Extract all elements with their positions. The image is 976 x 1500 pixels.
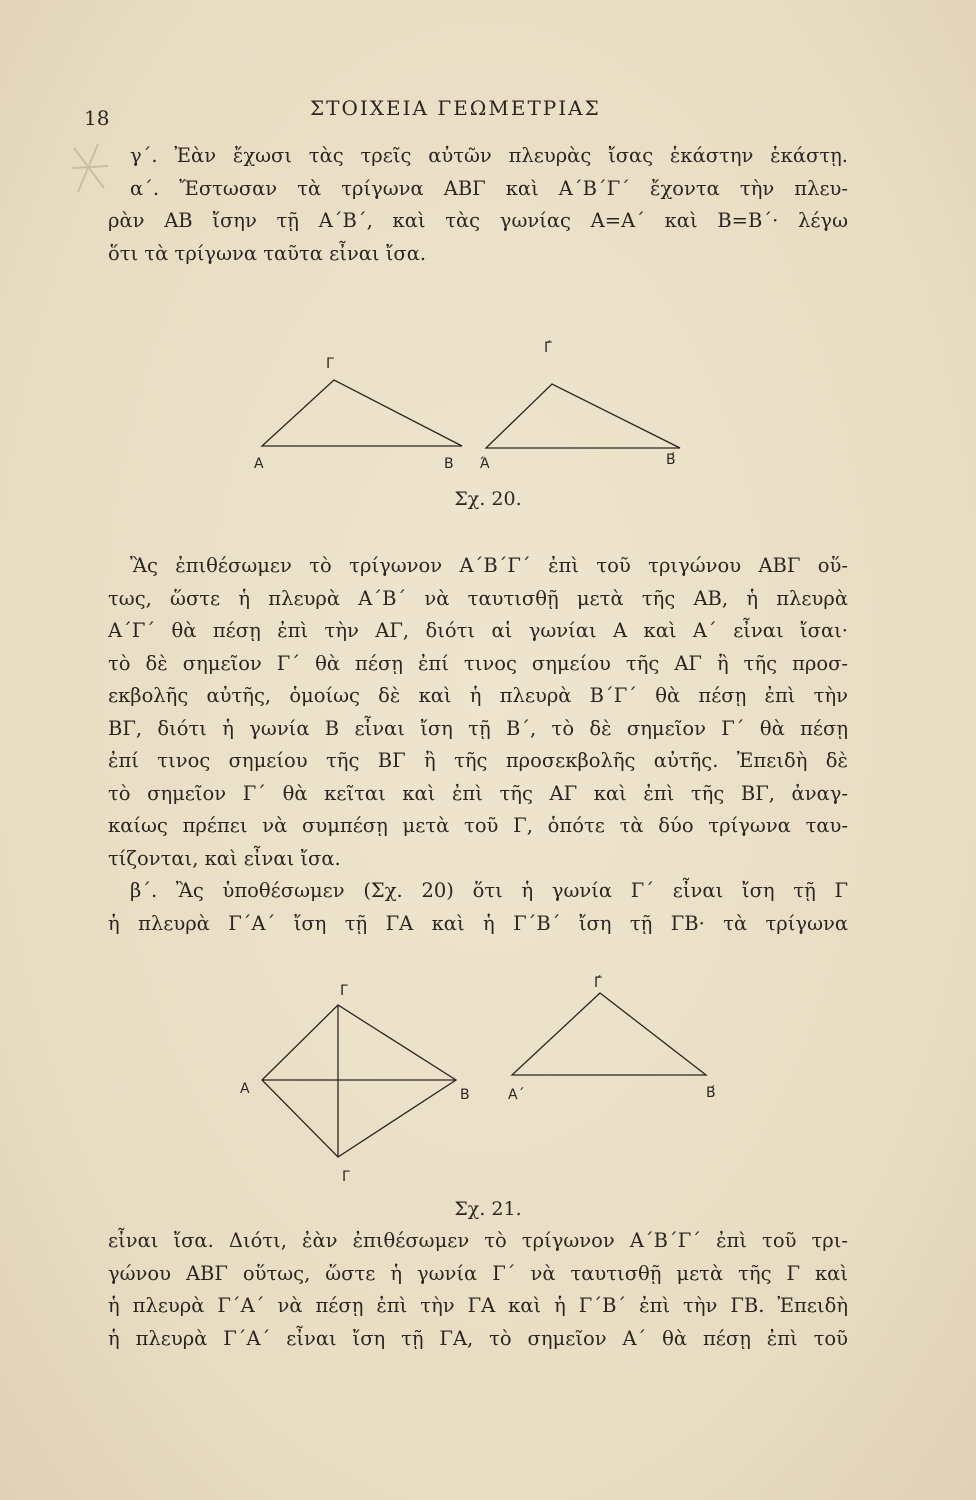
text-line: καίως πρέπει νὰ συμπέσῃ μετὰ τοῦ Γ, ὁπότε τὰ δύο τρίγωνα ταυ-	[108, 814, 848, 837]
triangle-a2b2g2	[486, 384, 680, 448]
label-vertex-b: Β	[444, 456, 454, 472]
text-paragraph-proof	[108, 550, 848, 940]
page-header	[0, 88, 976, 128]
text-line: ΒΓ, διότι ἡ γωνία Β εἶναι ἴση τῇ Β΄, τὸ δὲ σημεῖον Γ΄ θὰ πέσῃ	[108, 716, 848, 740]
label-vertex-a2: Α΄	[508, 1087, 525, 1103]
text-line: εκβολῆς αὐτῆς, ὁμοίως δὲ καὶ ἡ πλευρὰ Β΄Γ΄ θὰ πέσῃ ἐπὶ τὴν	[108, 684, 848, 707]
text-paragraph-continuation	[108, 1225, 848, 1355]
figure-21-caption: Σχ. 21.	[454, 1198, 522, 1220]
text-line: Α΄Γ΄ θὰ πέσῃ ἐπὶ τὴν ΑΓ, διότι αἱ γωνίαι Α καὶ Α΄ εἶναι ἴσαι·	[108, 619, 848, 642]
label-vertex-b2: Β́	[706, 1085, 716, 1101]
kite-abgg	[262, 1005, 456, 1157]
figure-20-caption: Σχ. 20.	[454, 488, 522, 510]
text-line: τίζονται, καὶ εἶναι ἴσα.	[108, 846, 341, 870]
label-vertex-g2: Γ́	[594, 975, 602, 991]
figure-21-diagram	[0, 975, 976, 1225]
label-vertex-a: Α	[254, 456, 264, 472]
label-vertex-b2: Β́	[666, 452, 676, 468]
triangle-abg	[262, 380, 462, 446]
triangle-a2b2g2	[512, 993, 706, 1075]
running-title: ΣΤΟΙΧΕΙΑ ΓΕΩΜΕΤΡΙΑΣ	[310, 96, 601, 120]
page-number: 18	[84, 106, 110, 130]
label-vertex-a: Α	[240, 1081, 250, 1097]
text-line: α΄. Ἔστωσαν τὰ τρίγωνα ΑΒΓ καὶ Α΄Β΄Γ΄ ἔχοντα τὴν πλευ-	[130, 176, 848, 200]
faded-stamp-mark	[68, 138, 112, 198]
text-line: ἡ πλευρὰ Γ΄Α΄ εἶναι ἴση τῇ ΓΑ, τὸ σημεῖον Α΄ θὰ πέσῃ ἐπὶ τοῦ	[108, 1326, 848, 1350]
label-vertex-g-top: Γ	[340, 983, 348, 999]
label-vertex-g-bottom: Γ	[342, 1169, 350, 1185]
text-line: τως, ὥστε ἡ πλευρὰ Α΄Β΄ νὰ ταυτισθῇ μετὰ τῆς ΑΒ, ἡ πλευρὰ	[108, 586, 848, 610]
text-line: Ἂς ἐπιθέσωμεν τὸ τρίγωνον Α΄Β΄Γ΄ ἐπὶ τοῦ τριγώνου ΑΒΓ οὕ-	[130, 554, 848, 577]
text-line: ἐπί τινος σημείου τῆς ΒΓ ἢ τῆς προσεκβολῆς αὐτῆς. Ἐπειδὴ δὲ	[108, 749, 848, 772]
figure-21	[0, 975, 976, 1225]
text-line: γώνου ΑΒΓ οὕτως, ὥστε ἡ γωνία Γ΄ νὰ ταυτισθῇ μετὰ τῆς Γ καὶ	[108, 1261, 848, 1285]
text-line: ρὰν ΑΒ ἴσην τῇ Α΄Β΄, καὶ τὰς γωνίας Α=Α΄ καὶ Β=Β΄· λέγω	[108, 209, 848, 232]
label-vertex-a2: Ά	[480, 456, 490, 472]
label-vertex-g2: Γ́	[544, 340, 552, 356]
text-line: ἡ πλευρὰ Γ΄Α΄ ἴση τῇ ΓΑ καὶ ἡ Γ΄Β΄ ἴση τῇ ΓΒ· τὰ τρίγωνα	[108, 911, 848, 935]
text-line: ὅτι τὰ τρίγωνα ταῦτα εἶναι ἴσα.	[108, 241, 427, 265]
text-line: εἶναι ἴσα. Διότι, ἐὰν ἐπιθέσωμεν τὸ τρίγωνον Α΄Β΄Γ΄ ἐπὶ τοῦ τρι-	[108, 1229, 848, 1252]
text-paragraph-intro	[108, 140, 848, 270]
text-line: τὸ σημεῖον Γ΄ θὰ κεῖται καὶ ἐπὶ τῆς ΑΓ καὶ ἐπὶ τῆς ΒΓ, ἀναγ-	[108, 781, 848, 805]
text-line: β΄. Ἂς ὑποθέσωμεν (Σχ. 20) ὅτι ἡ γωνία Γ΄ εἶναι ἴση τῇ Γ	[130, 879, 848, 902]
label-vertex-g: Γ	[326, 356, 334, 372]
text-line: τὸ δὲ σημεῖον Γ΄ θὰ πέσῃ ἐπί τινος σημείου τῆς ΑΓ ἢ τῆς προσ-	[108, 651, 848, 675]
label-vertex-b: Β	[460, 1087, 470, 1103]
text-line: ἡ πλευρὰ Γ΄Α΄ νὰ πέσῃ ἐπὶ τὴν ΓΑ καὶ ἡ Γ΄Β΄ ἐπὶ τὴν ΓΒ. Ἐπειδὴ	[108, 1294, 848, 1317]
text-line: γ΄. Ἐὰν ἔχωσι τὰς τρεῖς αὐτῶν πλευρὰς ἴσας ἑκάστην ἑκάστῃ.	[130, 144, 848, 167]
